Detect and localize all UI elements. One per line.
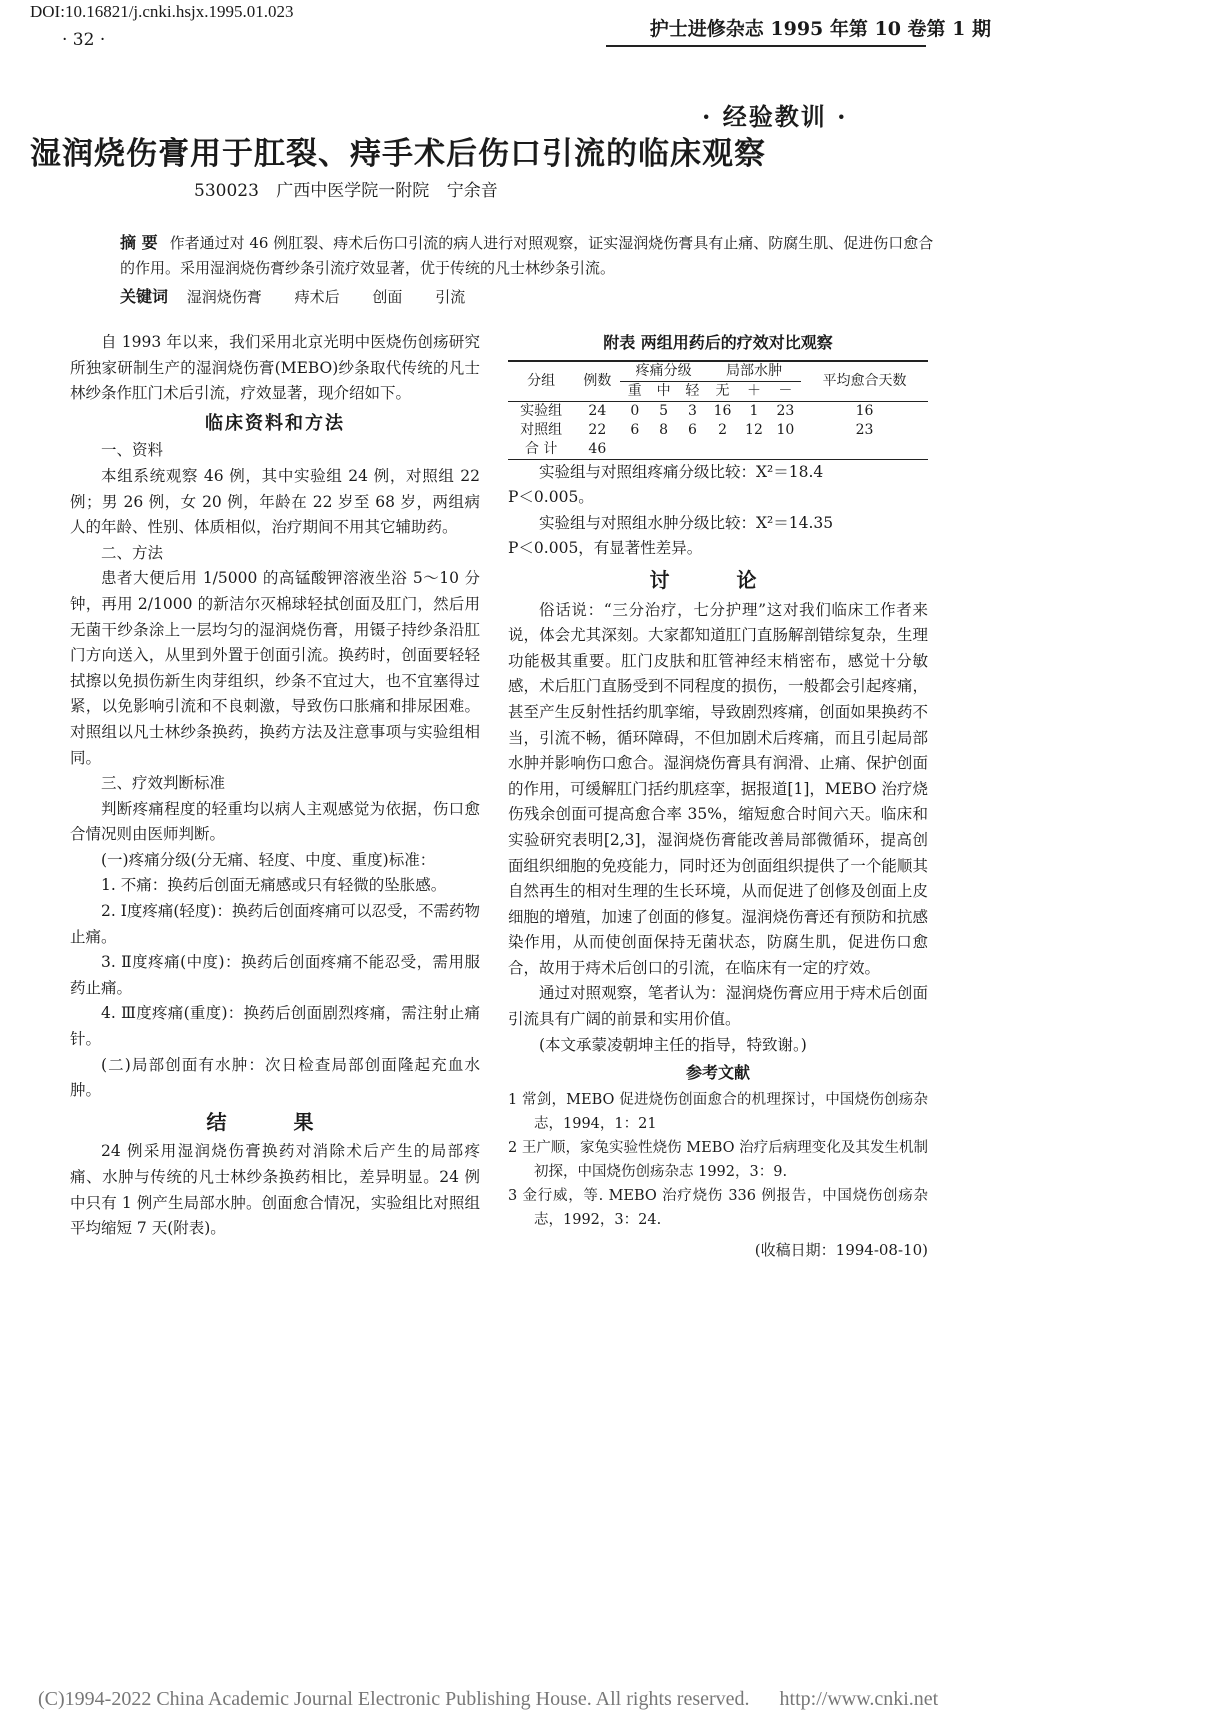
table-cell [649, 440, 678, 460]
reference-item: 2 王广顺，家兔实验性烧伤 MEBO 治疗后病理变化及其发生机制初探，中国烧伤创疡杂志 1992，3：9. [508, 1139, 928, 1180]
keyword: 痔术后 [294, 288, 340, 306]
table-row [508, 421, 928, 440]
discussion-heading: 讨 论 [649, 567, 787, 592]
abstract-label: 摘 要 [120, 233, 158, 252]
table-cell: 10 [776, 421, 795, 438]
keyword: 创面 [372, 288, 403, 306]
table-cell: 对照组 [520, 421, 563, 438]
paragraph: 判断疼痛程度的轻重均以病人主观感觉为依据，伤口愈合情况则由医师判断。 [70, 799, 480, 844]
footer-url[interactable]: http://www.cnki.net [779, 1688, 939, 1710]
author-line: 530023 广西中医学院一附院 宁余音 [194, 181, 498, 201]
list-item: 4. Ⅲ度疼痛(重度)：换药后创面剧烈疼痛，需注射止痛针。 [70, 1004, 480, 1049]
header-rule [606, 45, 926, 47]
received-date: (收稿日期：1994-08-10) [754, 1240, 928, 1259]
table-header: 分组 [527, 372, 556, 389]
subsection-title: 二、方法 [101, 543, 164, 562]
table-cell [620, 440, 649, 460]
left-column [70, 330, 480, 1242]
table-header: 局部水肿 [707, 361, 801, 382]
table-title: 附表 两组用药后的疗效对比观察 [603, 333, 833, 352]
keywords [120, 284, 493, 307]
list-item: 3. Ⅱ度疼痛(中度)：换药后创面疼痛不能忍受，需用服药止痛。 [70, 953, 480, 997]
reference-item: 3 金行威，等. MEBO 治疗烧伤 336 例报告，中国烧伤创疡杂志，1992，3：24. [508, 1187, 928, 1228]
keywords-label: 关键词 [120, 287, 169, 306]
table-row [508, 401, 928, 421]
table-cell [770, 440, 801, 460]
table-cell: 1 [749, 402, 759, 419]
table-cell: 2 [718, 421, 727, 438]
table-cell: 46 [588, 440, 607, 457]
list-item: 2. Ⅰ度疼痛(轻度)：换药后创面疼痛可以忍受，不需药物止痛。 [70, 902, 480, 946]
paragraph: 本组系统观察 46 例，其中实验组 24 例，对照组 22 例；男 26 例，女 20 例，年龄在 22 岁至 68 岁，两组病人的年龄、性别、体质相似，治疗期间不用其它辅助药。 [70, 466, 480, 537]
paragraph: (二)局部创面有水肿：次日检查局部创面隆起充血水肿。 [70, 1055, 480, 1100]
table-subheader: 轻 [685, 382, 700, 399]
abstract-text: 作者通过对 46 例肛裂、痔术后伤口引流的病人进行对照观察，证实湿润烧伤膏具有止痛、防腐生肌、促进伤口愈合的作用。采用湿润烧伤膏纱条引流疗效显著，优于传统的凡士林纱条引流。 [120, 234, 934, 277]
table-cell: 0 [630, 402, 640, 419]
table-cell: 16 [713, 402, 732, 419]
table-cell: 6 [630, 421, 640, 438]
table-cell: 22 [588, 421, 607, 438]
copyright-text: (C)1994-2022 China Academic Journal Electronic Publishing House. All rights reserved. [38, 1688, 750, 1710]
table-cell: 6 [687, 421, 697, 438]
paragraph: (一)疼痛分级(分无痛、轻度、中度、重度)标准： [101, 850, 436, 869]
table-subheader: － [778, 382, 793, 399]
stat-line: P＜0.005。 [508, 488, 594, 507]
references-heading: 参考文献 [685, 1063, 750, 1083]
table-cell [707, 440, 738, 460]
doi: DOI:10.16821/j.cnki.hsjx.1995.01.023 [30, 2, 294, 21]
subsection-title: 三、疗效判断标准 [101, 774, 226, 793]
table-header: 例数 [583, 372, 612, 389]
table-cell: 5 [659, 402, 669, 419]
table-cell: 12 [745, 421, 763, 438]
keyword: 湿润烧伤膏 [186, 288, 262, 306]
table-cell [801, 440, 928, 460]
journal-header: 护士进修杂志 1995 年第 10 卷第 1 期 [649, 18, 991, 40]
article-title: 湿润烧伤膏用于肛裂、痔手术后伤口引流的临床观察 [30, 136, 766, 172]
stat-line: 实验组与对照组疼痛分级比较：X²＝18.4 [539, 462, 824, 481]
table-cell: 16 [855, 402, 874, 419]
table-subheader: 中 [656, 382, 671, 399]
table-header: 平均愈合天数 [822, 372, 907, 389]
stat-line: 实验组与对照组水肿分级比较：X²＝14.35 [539, 513, 834, 532]
discussion-paragraph: 俗话说：“三分治疗，七分护理”这对我们临床工作者来说，体会尤其深刻。大家都知道肛门直肠解剖错综复杂，生理功能极其重要。肛门皮肤和肛管神经末梢密布，感觉十分敏感，术后肛门直肠受到不同程度的损伤，一般都会引起疼痛，甚至产生反射性括约肌挛缩，导致剧烈疼痛，创面如果换药不当，引流不畅，循环障碍，不但加剧术后疼痛，而且引起局部水肿并影响伤口愈合。湿润烧伤膏具有润滑、止痛、保护创面的作用，可缓解肛门括约肌痉挛，据报道[1]，MEBO 治疗烧伤残余创面可提高愈合率 35%，缩短愈合时间六天。临床和实验研究表明[2,3]，湿润烧伤膏能改善局部微循环，提高创面组织细胞的免疫能力，同时还为创面组织提供了一个能顺其自然再生的相对生理的生长环境，从而促进了创修及创面上皮细胞的增殖，加速了创面的修复。湿润烧伤膏还有预防和抗感染作用，从而使创面保持无菌状态，防腐生肌，促进伤口愈合，故用于痔术后创口的引流，在临床有一定的疗效。 [508, 600, 928, 977]
table-header: 疼痛分级 [620, 361, 706, 382]
results-heading: 结 果 [206, 1109, 344, 1134]
table-cell: 3 [687, 402, 697, 419]
methods-heading: 临床资料和方法 [205, 412, 345, 434]
intro-paragraph: 自 1993 年以来，我们采用北京光明中医烧伤创疡研究所独家研制生产的湿润烧伤膏(MEBO)纱条取代传统的凡士林纱条作肛门术后引流，疗效显著，现介绍如下。 [70, 333, 480, 403]
table-subheader: ＋ [746, 382, 761, 399]
right-column [508, 330, 928, 1263]
acknowledgement: (本文承蒙凌朝坤主任的指导，特致谢。) [539, 1035, 807, 1054]
results-paragraph: 24 例采用湿润烧伤膏换药对消除术后产生的局部疼痛、水肿与传统的凡士林纱条换药相比，差异明显。24 例中只有 1 例产生局部水肿。创面愈合情况，实验组比对照组平均缩短 7 天(附表)。 [70, 1142, 480, 1238]
table-cell: 实验组 [520, 402, 563, 419]
table-cell: 合 计 [524, 440, 558, 457]
abstract [120, 230, 940, 281]
table-cell: 8 [659, 421, 669, 438]
table-cell [678, 440, 707, 460]
table-subheader: 重 [627, 382, 642, 399]
reference-item: 1 常剑，MEBO 促进烧伤创面愈合的机理探讨，中国烧伤创疡杂志，1994，1：21 [508, 1091, 928, 1132]
results-table [508, 360, 928, 460]
section-label: · 经验教训 · [702, 102, 848, 131]
table-cell [738, 440, 769, 460]
subsection-title: 一、资料 [101, 441, 164, 460]
discussion-paragraph: 通过对照观察，笔者认为：湿润烧伤膏应用于痔术后创面引流具有广阔的前景和实用价值。 [508, 984, 928, 1029]
table-subheader: 无 [715, 382, 730, 399]
keyword: 引流 [435, 288, 466, 306]
page-number: · 32 · [62, 30, 106, 50]
footer [38, 1688, 938, 1711]
table-cell: 24 [588, 402, 607, 419]
stat-line: P＜0.005，有显著性差异。 [508, 539, 703, 558]
table-cell: 23 [855, 421, 874, 438]
table-cell: 23 [776, 402, 795, 419]
table-row [508, 440, 928, 460]
list-item: 1. 不痛：换药后创面无痛感或只有轻微的坠胀感。 [101, 876, 447, 895]
paragraph: 患者大便后用 1/5000 的高锰酸钾溶液坐浴 5～10 分钟，再用 2/1000 的新洁尔灭棉球轻拭创面及肛门，然后用无菌干纱条涂上一层均匀的湿润烧伤膏，用镊子持纱条沿肛门方向送入，从里到外置于创面引流。换药时，创面要轻轻拭擦以免损伤新生肉芽组织，纱条不宜过大，也不宜塞得过紧，以免影响引流和不良刺激，导致伤口胀痛和排尿困难。对照组以凡士林纱条换药，换药方法及注意事项与实验组相同。 [70, 569, 480, 767]
